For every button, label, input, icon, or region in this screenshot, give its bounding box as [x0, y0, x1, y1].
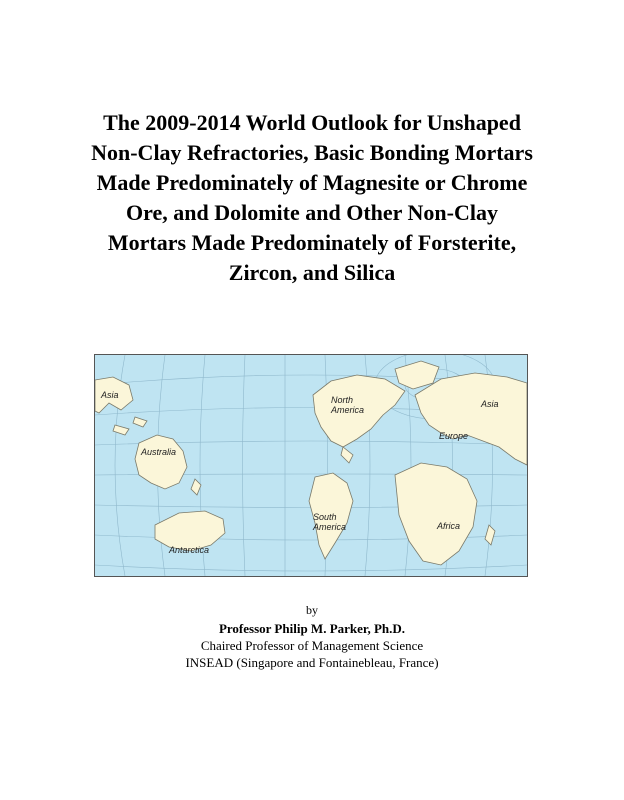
author-role: Chaired Professor of Management Science	[200, 638, 424, 653]
landmasses	[95, 361, 527, 565]
new-zealand-land	[191, 479, 201, 495]
by-text: by	[306, 603, 318, 617]
document-title	[40, 108, 584, 288]
title-line: Mortars Made Predominately of Forsterite,	[107, 230, 517, 255]
map-label-europe: Europe	[439, 431, 469, 441]
world-map-svg	[95, 355, 527, 576]
author-name: Professor Philip M. Parker, Ph.D.	[218, 621, 406, 636]
map-label-asia-right: Asia	[481, 399, 499, 409]
central-america-land	[341, 447, 353, 463]
title-line: Zircon, and Silica	[228, 260, 396, 285]
australia-land	[135, 435, 187, 489]
world-map	[94, 354, 528, 577]
map-label-antarctica: Antarctica	[169, 545, 210, 555]
map-label-asia-left: Asia	[101, 390, 119, 400]
map-label-north-america: North America	[331, 395, 365, 415]
map-label-south-america: South America	[313, 512, 347, 532]
islands	[113, 425, 129, 435]
eurasia-land	[415, 373, 527, 465]
title-line: The 2009-2014 World Outlook for Unshaped	[103, 110, 521, 135]
map-label-australia: Australia	[141, 447, 177, 457]
map-label-africa: Africa	[437, 521, 461, 531]
author-affiliation: INSEAD (Singapore and Fontainebleau, France)	[185, 655, 439, 670]
islands	[133, 417, 147, 427]
madagascar-land	[485, 525, 495, 545]
title-line: Ore, and Dolomite and Other Non-Clay	[126, 200, 498, 225]
title-line: Made Predominately of Magnesite or Chrome	[96, 170, 528, 195]
title-line: Non-Clay Refractories, Basic Bonding Mortars	[91, 140, 533, 165]
